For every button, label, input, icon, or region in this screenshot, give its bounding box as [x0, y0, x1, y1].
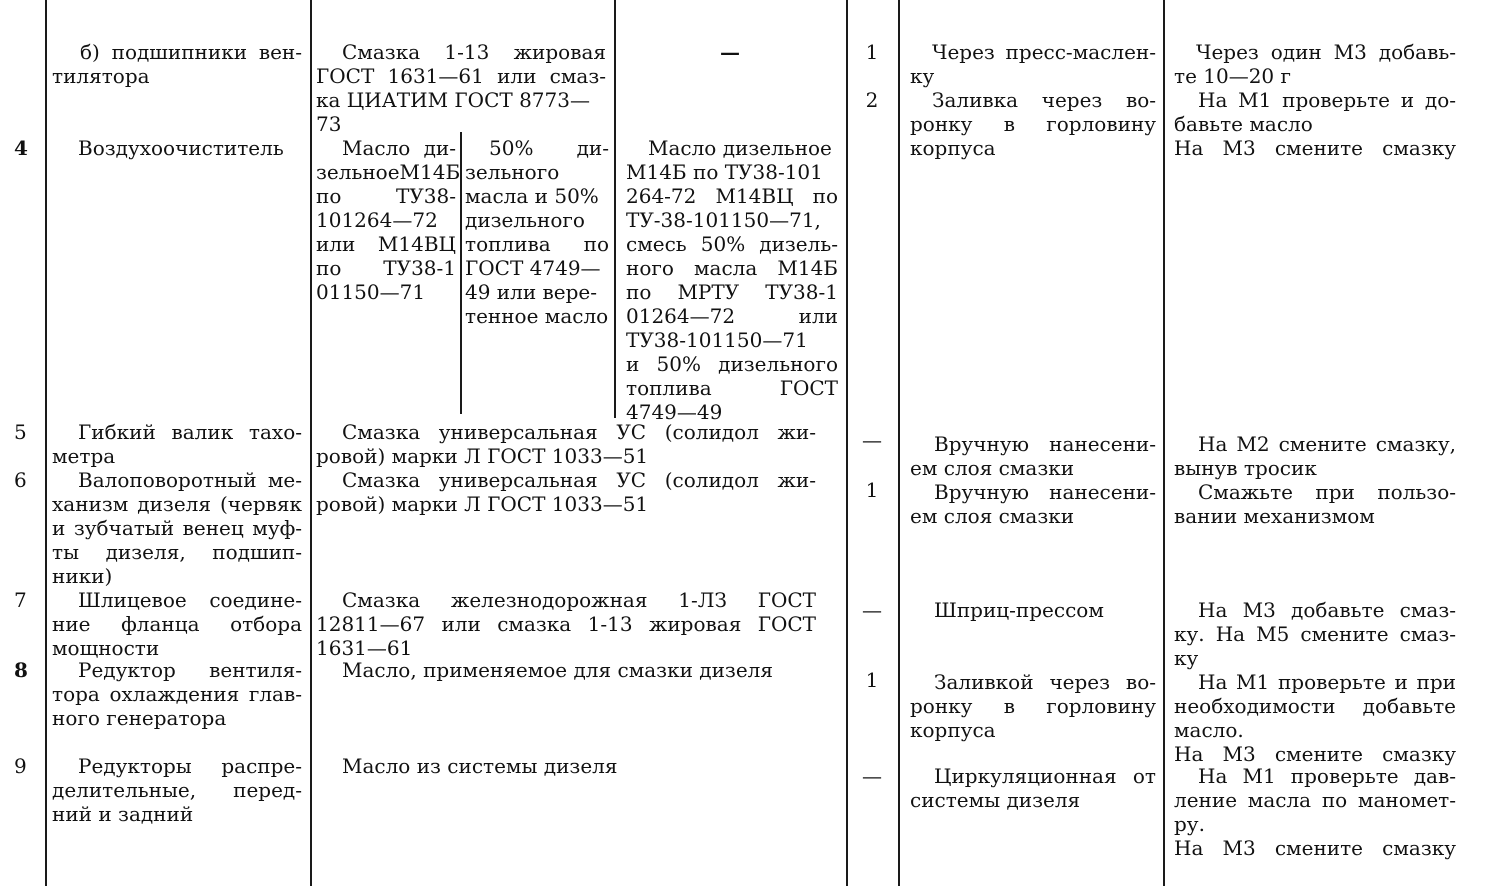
column-rule-2	[310, 0, 312, 886]
points-count: 1	[865, 668, 879, 692]
method-cell: Вручную нанесени- ем слоя смазки	[910, 432, 1156, 480]
item-name: Шлицевое соедине- ние фланца отбора мощности	[52, 588, 302, 660]
method-cell: Через пресс-маслен- ку	[910, 40, 1156, 88]
instructions-cell: Смажьте при пользо- вании механизмом	[1174, 480, 1456, 528]
lubricant-cell: Масло из системы дизеля	[342, 754, 618, 778]
row-number: 8	[14, 658, 28, 682]
points-count: —	[862, 428, 882, 452]
row-number: 9	[14, 754, 27, 778]
inner-rule-b	[614, 0, 616, 418]
column-rule-1	[45, 0, 47, 886]
item-name: Валоповоротный ме- ханизм дизеля (червяк и зубчатый венец муф- ты дизеля, подшип- ники)	[52, 468, 302, 588]
lubricant-cell: Смазка универсальная УС (солидол жи- ровой) марки Л ГОСТ 1033—51	[316, 420, 816, 468]
points-count: —	[862, 764, 882, 788]
instructions-cell: На М2 смените смазку, вынув тросик	[1174, 432, 1456, 480]
instructions-cell: Через один М3 добавь- те 10—20 г	[1174, 40, 1456, 88]
inner-rule-a	[460, 132, 462, 414]
instructions-cell: На М1 проверьте дав- ление масла по маномет- ру. На М3 смените смазку	[1174, 764, 1456, 860]
column-rule-4	[898, 0, 900, 886]
lubricant-cell: Масло, применяемое для смазки дизеля	[342, 658, 773, 682]
item-name: б) подшипники вен- тилятора	[52, 40, 302, 88]
row-number: 6	[14, 468, 27, 492]
method-cell: Заливка через во- ронку в горловину корпуса	[910, 88, 1156, 160]
points-count: 1	[865, 40, 879, 64]
method-cell: Заливкой через во- ронку в горловину корпуса	[910, 670, 1156, 742]
method-cell: Шприц-прессом	[934, 598, 1104, 622]
lubricant-cell: Смазка железнодорожная 1-ЛЗ ГОСТ 12811—67 или смазка 1-13 жировая ГОСТ 1631—61	[316, 588, 816, 660]
lubricant-alt: Масло дизельное М14Б по ТУ38-101 264-72 М14ВЦ по ТУ-38-101150—71, смесь 50% дизель- ного масла М14Б по МРТУ ТУ38-1 01264—72 или ТУ38-101150—71 и 50% дизельного топлива ГОСТ 4749—49	[626, 136, 838, 424]
item-name: Воздухоочиститель	[78, 136, 284, 160]
lubricant-alt-dash: —	[720, 40, 740, 64]
lubricant-cell: Смазка 1-13 жировая ГОСТ 1631—61 или смаз- ка ЦИАТИМ ГОСТ 8773— 73	[316, 40, 606, 136]
lubricant-cell: Смазка универсальная УС (солидол жи- ровой) марки Л ГОСТ 1033—51	[316, 468, 816, 516]
points-count: —	[862, 598, 882, 622]
row-number: 7	[14, 588, 27, 612]
points-count: 1	[865, 478, 879, 502]
method-cell: Циркуляционная от системы дизеля	[910, 764, 1156, 812]
instructions-cell: На М1 проверьте и до- бавьте масло На М3 смените смазку	[1174, 88, 1456, 160]
lubricant-summer: Масло ди- зельноеМ14Б по ТУ38- 101264—72 или М14ВЦ по ТУ38-1 01150—71	[316, 136, 461, 304]
instructions-cell: На М3 добавьте смаз- ку. На М5 смените смаз- ку	[1174, 598, 1456, 670]
item-name: Редукторы распре- делительные, перед- ний и задний	[52, 754, 302, 826]
method-cell: Вручную нанесени- ем слоя смазки	[910, 480, 1156, 528]
instructions-cell: На М1 проверьте и при необходимости добавьте масло. На М3 смените смазку	[1174, 670, 1456, 766]
item-name: Гибкий валик тахо- метра	[52, 420, 302, 468]
points-count: 2	[865, 88, 879, 112]
row-number: 4	[14, 136, 28, 160]
row-number: 5	[14, 420, 27, 444]
item-name: Редуктор вентиля- тора охлаждения глав- ного генератора	[52, 658, 302, 730]
column-rule-5	[1163, 0, 1165, 886]
column-rule-3	[846, 0, 848, 886]
lubricant-winter: 50% ди- зельного масла и 50% дизельного топлива по ГОСТ 4749— 49 или вере- тенное масло	[465, 136, 609, 328]
